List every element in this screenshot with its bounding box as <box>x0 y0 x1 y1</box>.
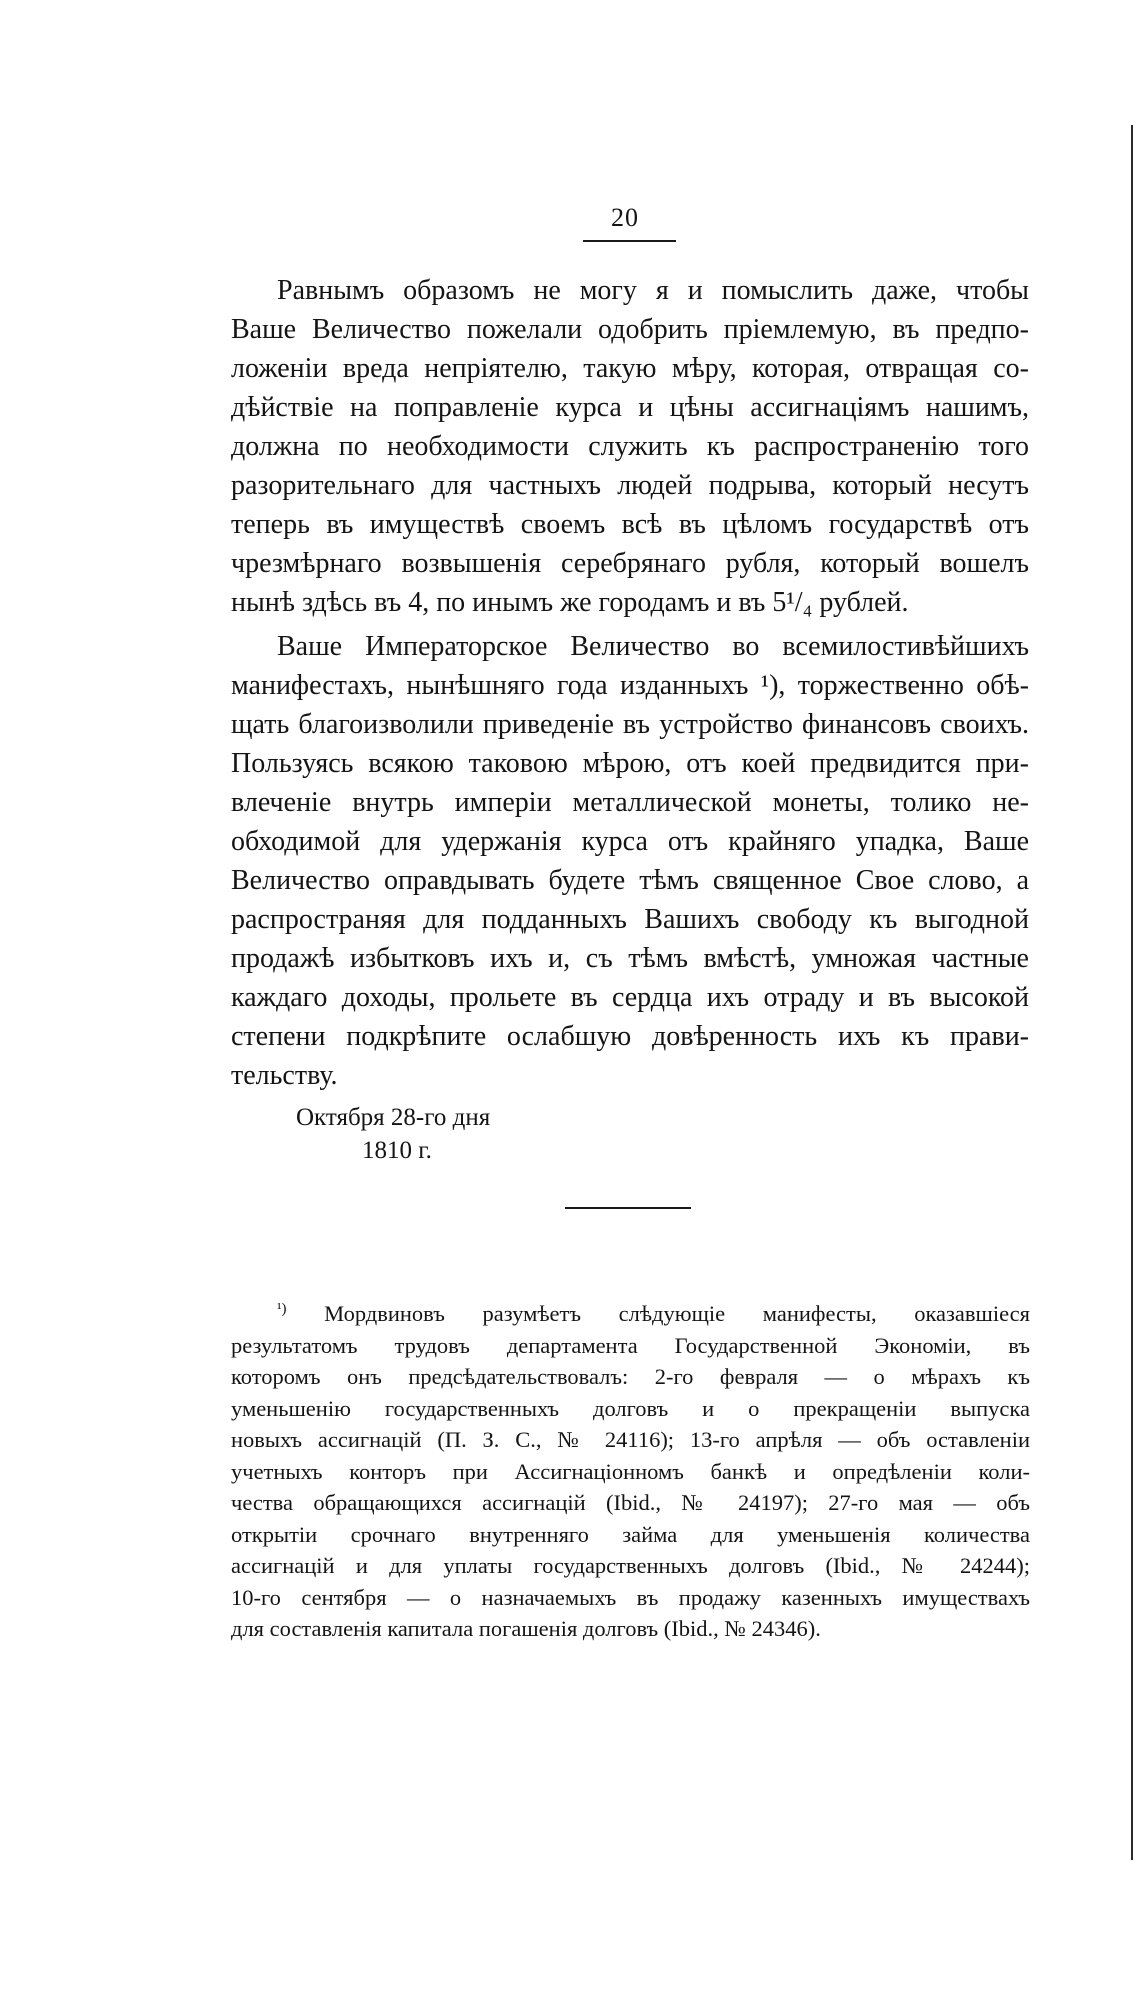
body-text <box>231 271 1029 1095</box>
letter-date <box>296 1101 490 1167</box>
text-line: щать благоизволили приведеніе въ устройство финансовъ своихъ. <box>231 709 1029 740</box>
text-line: Пользуясь всякою таковою мѣрою, отъ коей предвидится при- <box>231 748 1029 779</box>
text-line: степени подкрѣпите ослабшую довѣренность ихъ къ прави- <box>231 1021 1029 1052</box>
text-line: ложеніи вреда непріятелю, такую мѣру, которая, отвращая со- <box>231 353 1029 384</box>
text-line: Ваше Императорское Величество во всемилостивѣйшихъ <box>277 631 1029 662</box>
footnote-line: учетныхъ конторъ при Ассигнаціонномъ банкѣ и опредѣленіи коли- <box>231 1458 1030 1484</box>
text-line: дѣйствіе на поправленіе курса и цѣны ассигнаціямъ нашимъ, <box>231 392 1029 423</box>
text-line: чрезмѣрнаго возвышенія серебрянаго рубля, который вошелъ <box>231 548 1029 579</box>
text-line: Равнымъ образомъ не могу я и помыслить даже, чтобы <box>277 275 1029 306</box>
text-line: Величество оправдывать будете тѣмъ священное Свое слово, а <box>231 865 1029 896</box>
text-line: разорительнаго для частныхъ людей подрыва, который несутъ <box>231 470 1029 501</box>
date-day: Октября 28-го дня <box>296 1104 491 1131</box>
footnote-line: уменьшенію государственныхъ долговъ и о прекращеніи выпуска <box>231 1395 1030 1421</box>
text-line: Ваше Величество пожелали одобрить пріемлемую, въ предпо- <box>231 314 1029 345</box>
text-line: должна по необходимости служить къ распространенію того <box>231 431 1029 462</box>
text-line: теперь въ имуществѣ своемъ всѣ въ цѣломъ государствѣ отъ <box>231 509 1029 540</box>
date-year: 1810 г. <box>362 1137 432 1164</box>
text-line: манифестахъ, нынѣшняго года изданныхъ ¹), торжественно обѣ- <box>231 670 1029 701</box>
text-line: нынѣ здѣсь въ 4, по инымъ же городамъ и въ 5¹/₄ рублей. <box>231 587 909 618</box>
footnote-line: новыхъ ассигнацій (П. З. С., № 24116); 13-го апрѣля — объ оставленіи <box>231 1427 1030 1452</box>
text-line: каждаго доходы, прольете въ сердца ихъ отраду и въ высокой <box>231 982 1029 1013</box>
footnote-line: результатомъ трудовъ департамента Государственной Экономіи, въ <box>231 1332 1030 1358</box>
footnote-line: которомъ онъ предсѣдательствовалъ: 2-го февраля — о мѣрахъ къ <box>231 1364 1030 1389</box>
paragraph-1 <box>231 271 1029 622</box>
footnote-line: 10-го сентября — о назначаемыхъ въ продажу казенныхъ имуществахъ <box>231 1584 1030 1610</box>
footnote-marker: ¹) <box>277 1301 287 1317</box>
footnote-separator <box>565 1207 691 1209</box>
paragraph-2 <box>231 627 1029 1095</box>
footnote <box>231 1294 1030 1645</box>
scan-edge-line <box>1131 125 1133 1860</box>
page-number: 20 <box>611 203 639 232</box>
footnote-line: открытіи срочнаго внутренняго займа для уменьшенія количества <box>231 1521 1030 1547</box>
footnote-line: для составленія капитала погашенія долговъ (Ibid., № 24346). <box>231 1616 821 1641</box>
footnote-line: ассигнацій и для уплаты государственныхъ долговъ (Ibid., № 24244); <box>231 1553 1030 1578</box>
footnote-line: чества обращающихся ассигнацій (Ibid., № 24197); 27-го мая — объ <box>231 1490 1030 1515</box>
text-line: продажѣ избытковъ ихъ и, съ тѣмъ вмѣстѣ, умножая частные <box>231 943 1029 974</box>
text-line: влеченіе внутрь имперіи металлической монеты, толико не- <box>231 787 1029 818</box>
footnote-line: $^{^1)}$ Мордвиновъ разумѣетъ слѣдующіе манифесты, оказавшіеся <box>277 1301 1030 1326</box>
text-line: распространяя для подданныхъ Вашихъ свободу къ выгодной <box>231 904 1029 935</box>
page-number-rule <box>583 240 676 242</box>
text-line: тельству. <box>231 1060 338 1091</box>
text-line: обходимой для удержанія курса отъ крайняго упадка, Ваше <box>231 826 1029 857</box>
